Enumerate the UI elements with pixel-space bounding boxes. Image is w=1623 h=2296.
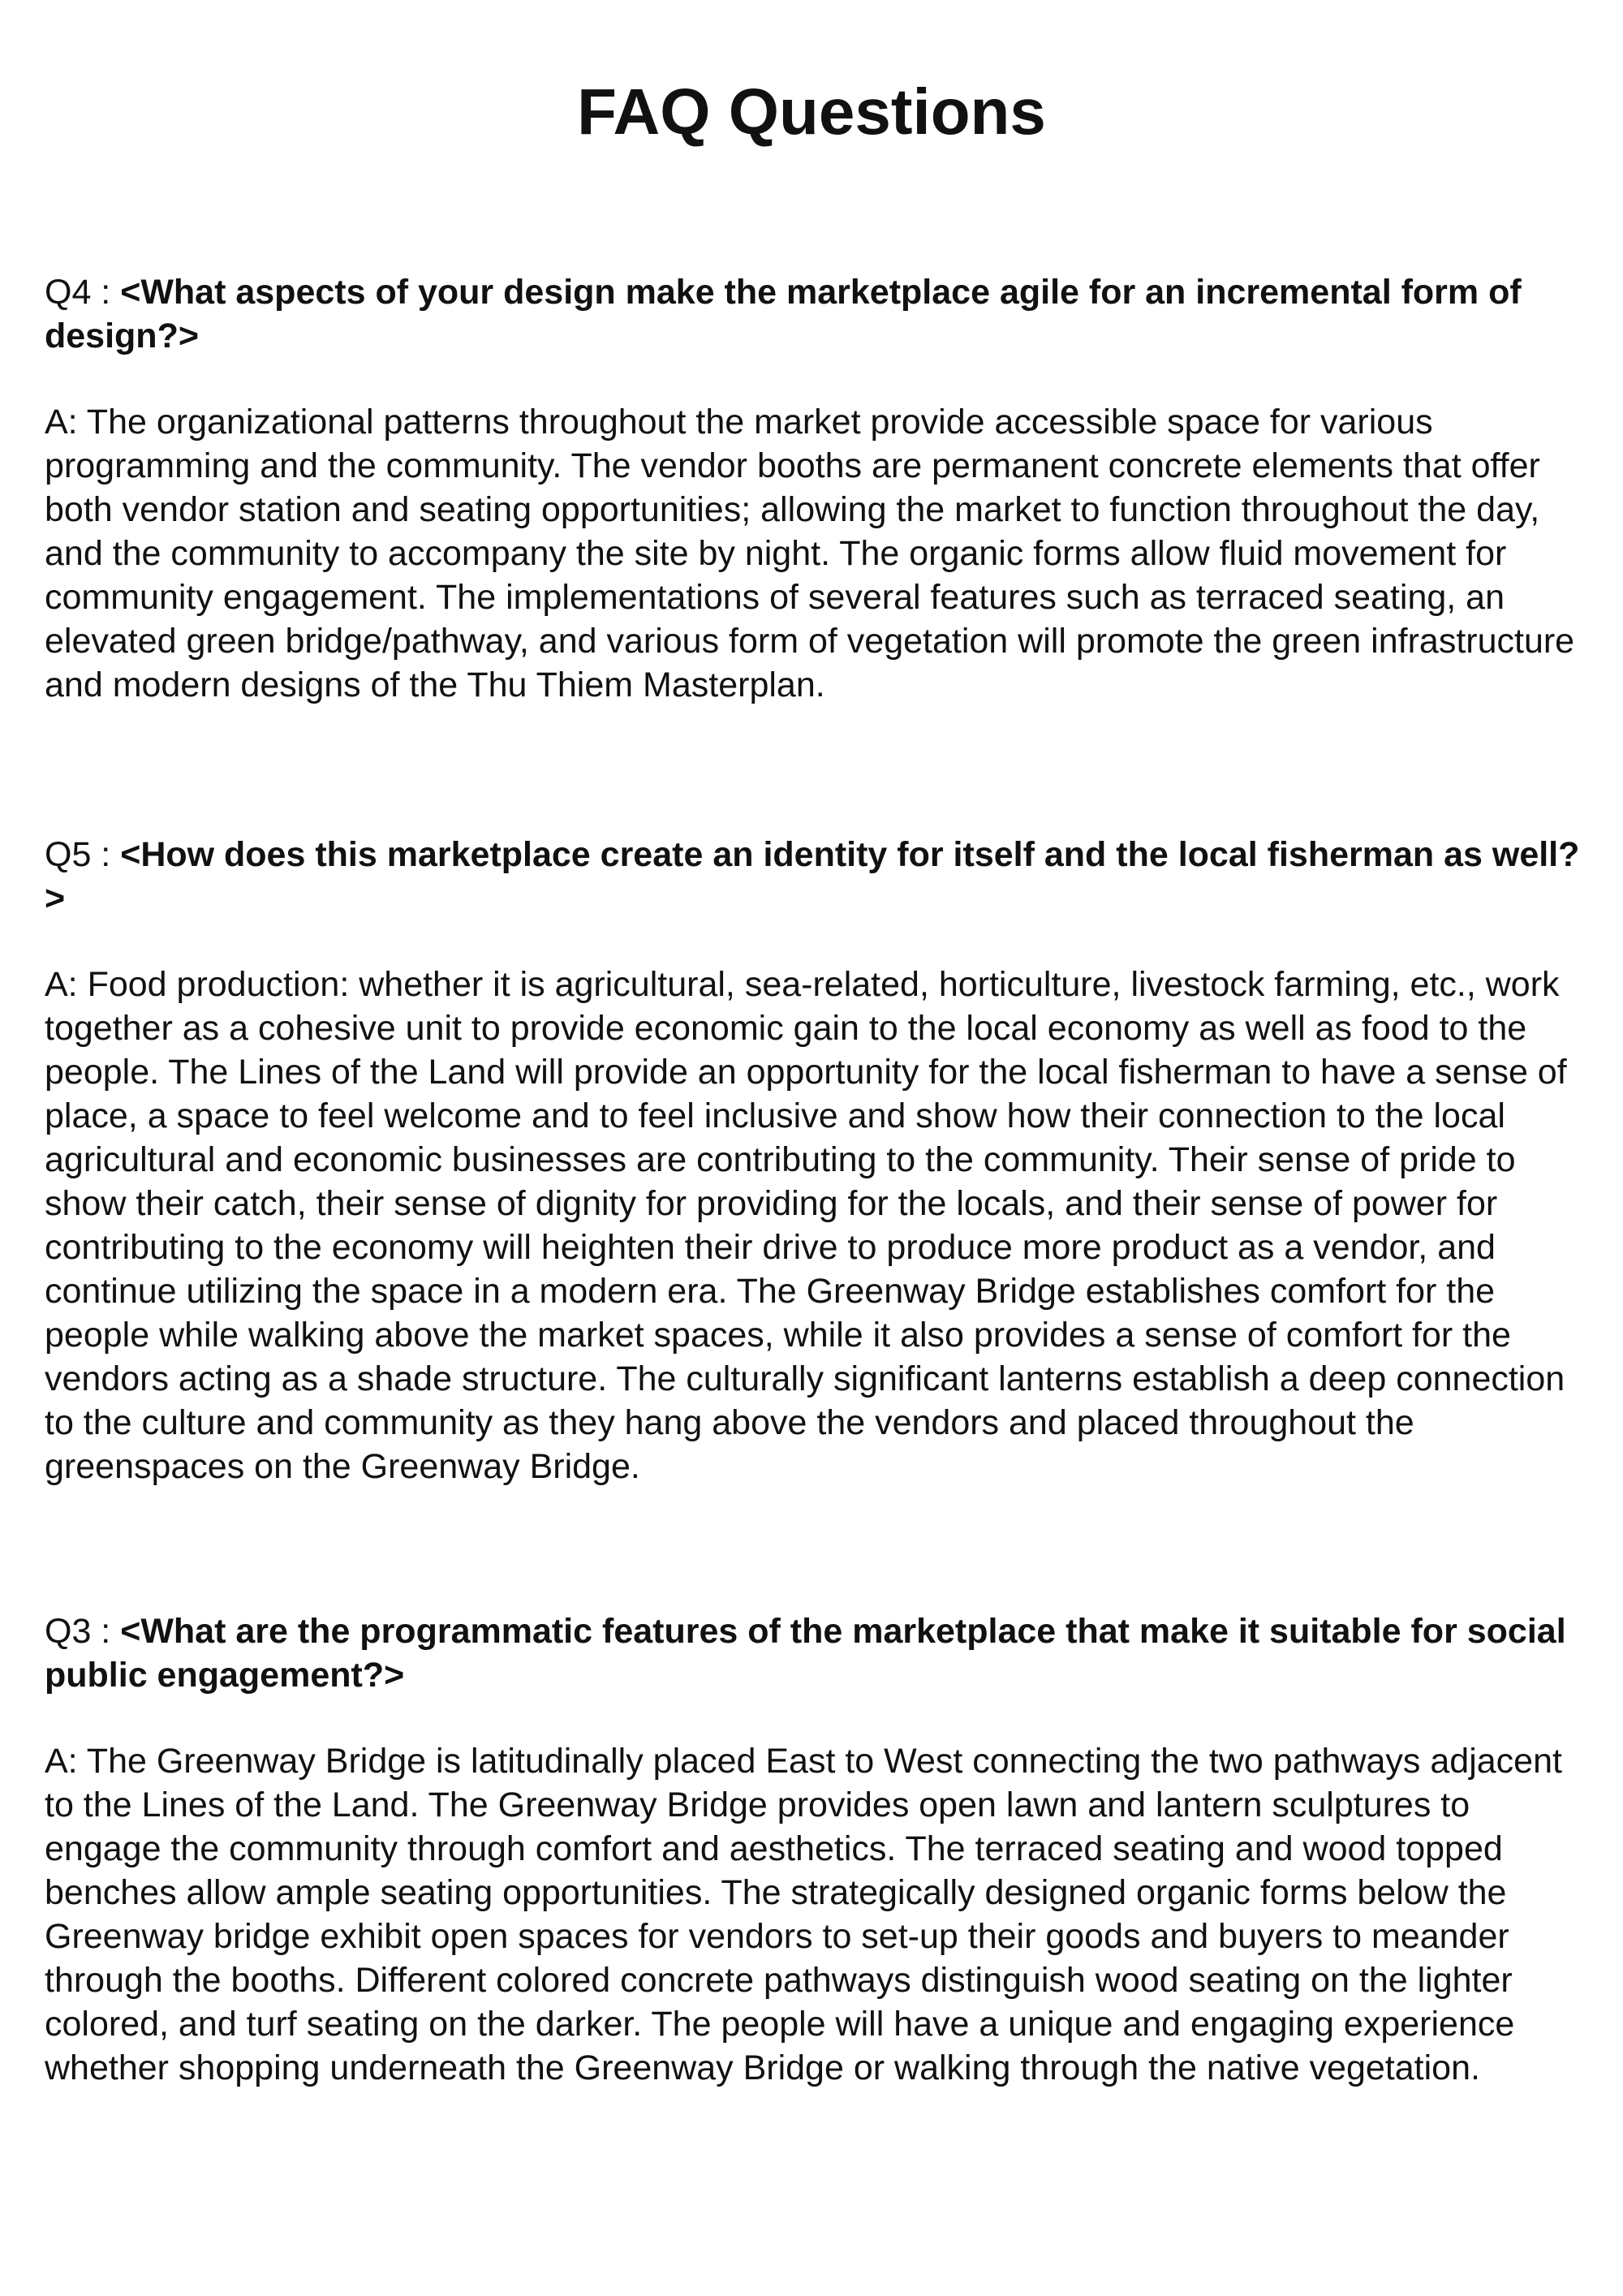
faq-item-q4 — [45, 270, 1586, 707]
question-text: <What aspects of your design make the marketplace agile for an incremental form of design?> — [45, 273, 1522, 355]
faq-answer: A: Food production: whether it is agricultural, sea-related, horticulture, livestock farming, etc., work together as a cohesive unit to provide economic gain to the local economy as well as food to the people. The Lines of the Land will provide an opportunity for the local fisherman to have a sense of place, a space to feel welcome and to feel inclusive and show how their connection to the local agricultural and economic businesses are contributing to the community. Their sense of pride to show their catch, their sense of dignity for providing for the locals, and their sense of power for contributing to the economy will heighten their drive to produce more product as a vendor, and continue utilizing the space in a modern era. The Greenway Bridge establishes comfort for the people while walking above the market spaces, while it also provides a sense of comfort for the vendors acting as a shade structure. The culturally significant lanterns establish a deep connection to the culture and community as they hang above the vendors and placed throughout the greenspaces on the Greenway Bridge. — [45, 965, 1567, 1486]
faq-question — [45, 270, 1586, 358]
question-text: <How does this marketplace create an identity for itself and the local fisherman as well?> — [45, 835, 1580, 918]
faq-question — [45, 833, 1586, 920]
question-label: Q5 : — [45, 835, 121, 874]
page-title: FAQ Questions — [577, 75, 1046, 148]
faq-answer: A: The Greenway Bridge is latitudinally placed East to West connecting the two pathways adjacent to the Lines of the Land. The Greenway Bridge provides open lawn and lantern sculptures to engage the community through comfort and aesthetics. The terraced seating and wood topped benches allow ample seating opportunities. The strategically designed organic forms below the Greenway bridge exhibit open spaces for vendors to set-up their goods and buyers to meander through the booths. Different colored concrete pathways distinguish wood seating on the lighter colored, and turf seating on the darker. The people will have a unique and engaging experience whether shopping underneath the Greenway Bridge or walking through the native vegetation. — [45, 1742, 1562, 2087]
faq-item-q5 — [45, 833, 1586, 1488]
faq-item-q3 — [45, 1609, 1586, 2090]
question-text: <What are the programmatic features of the marketplace that make it suitable for social public engagement?> — [45, 1612, 1566, 1695]
question-label: Q4 : — [45, 273, 121, 312]
faq-question — [45, 1609, 1586, 1697]
faq-answer: A: The organizational patterns throughout the market provide accessible space for various programming and the community. The vendor booths are permanent concrete elements that offer both vendor station and seating opportunities; allowing the market to function throughout the day, and the community to accompany the site by night. The organic forms allow fluid movement for community engagement. The implementations of several features such as terraced seating, an elevated green bridge/pathway, and various form of vegetation will promote the green infrastructure and modern designs of the Thu Thiem Masterplan. — [45, 403, 1575, 704]
question-label: Q3 : — [45, 1612, 121, 1651]
